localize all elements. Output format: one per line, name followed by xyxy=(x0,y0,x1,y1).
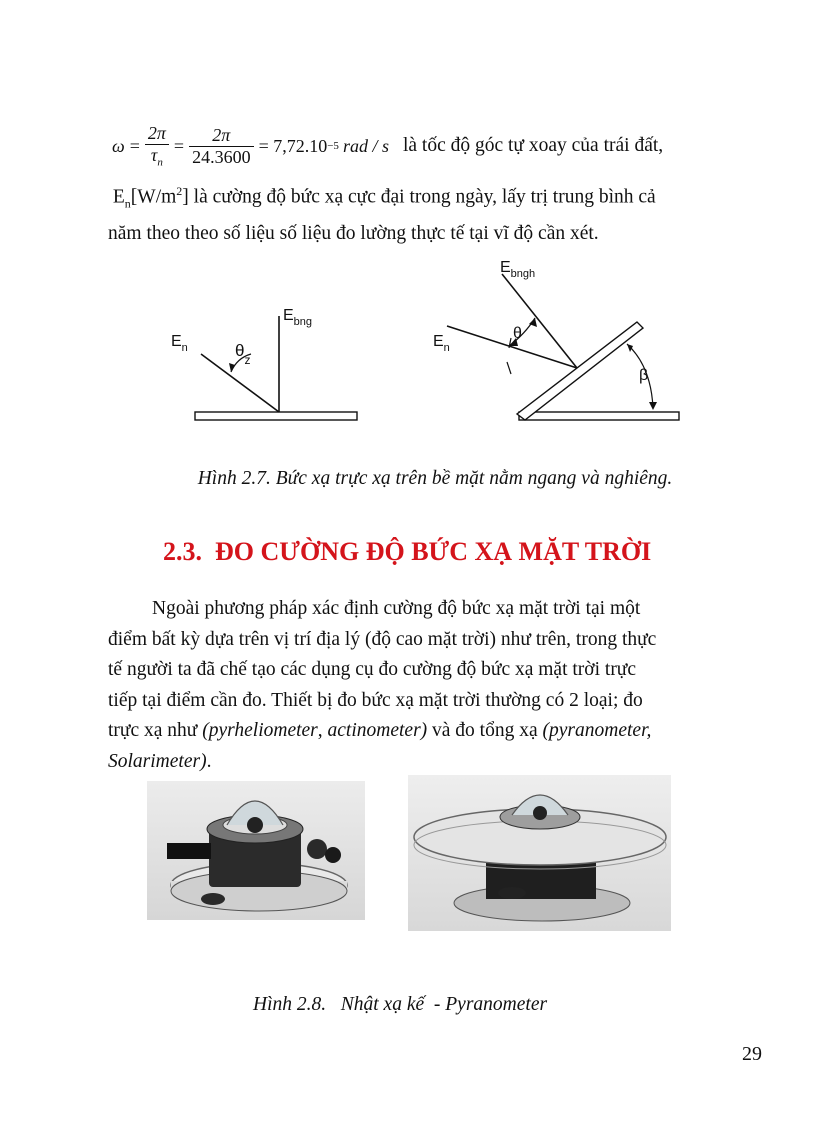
paragraph-line: Ngoài phương pháp xác định cường độ bức xạ mặt trời tại một xyxy=(152,598,641,619)
label-ebngh: $E_{bngh}$ xyxy=(500,259,536,280)
unit: rad / s xyxy=(342,135,389,156)
equals-3: = 7,72.10 xyxy=(258,135,328,156)
paragraph-line: trực xạ như (pyrheliometer, actinometer) và đo tổng xạ (pyranometer, xyxy=(108,720,652,741)
pyranometer-photo-1 xyxy=(147,781,365,920)
fraction-2-numerator: 2π xyxy=(189,125,254,147)
omega-formula xyxy=(112,118,772,174)
paragraph-measurement xyxy=(108,594,766,777)
label-theta-z: $\theta_z$ xyxy=(235,341,251,367)
paragraph-line: năm theo theo số liệu số liệu đo lường thực tế tại vĩ độ cần xét. xyxy=(108,222,599,244)
equals-1: = xyxy=(129,135,140,156)
fraction-1-denominator: $\tau_n$ xyxy=(150,145,163,169)
label-en-right: $E_n$ xyxy=(433,333,450,354)
paragraph-line: Solarimeter). xyxy=(108,750,212,772)
paragraph-line: $E_n[W/m^2]$ là cường độ bức xạ cực đại trong ngày, lấy trị trung bình cả xyxy=(112,184,656,211)
incident-ray-left xyxy=(201,354,279,412)
radiation-diagram xyxy=(145,248,725,448)
label-beta: β xyxy=(639,367,649,384)
pyranometer-photo-2 xyxy=(408,775,671,931)
label-theta: θ xyxy=(513,325,522,342)
paragraph-en-definition xyxy=(108,176,766,249)
page-number: 29 xyxy=(742,1043,762,1065)
tilted-surface xyxy=(517,322,643,420)
fraction-2-denominator: 24.3600 xyxy=(192,146,251,167)
fraction-1-numerator: 2π xyxy=(145,123,169,145)
figure-2-7 xyxy=(145,248,725,448)
figure-2-8-caption: Hình 2.8. Nhật xạ kế - Pyranometer xyxy=(253,994,548,1015)
label-en-left: $E_n$ xyxy=(171,333,188,354)
formula-text: là tốc độ góc tự xoay của trái đất, xyxy=(402,135,664,156)
fraction-2 xyxy=(189,125,254,168)
base-surface xyxy=(519,412,679,420)
exponent: −5 xyxy=(327,140,339,152)
paragraph-line: tiếp tại điểm cần đo. Thiết bị đo bức xạ mặt trời thường có 2 loại; đo xyxy=(108,689,643,711)
incident-ray-right xyxy=(447,326,577,368)
label-ebng: $E_{bng}$ xyxy=(283,307,313,328)
horizontal-surface xyxy=(195,412,357,420)
normal-ray-right xyxy=(502,274,577,368)
section-heading: 2.3. ĐO CƯỜNG ĐỘ BỨC XẠ MẶT TRỜI xyxy=(163,537,652,566)
equals-2: = xyxy=(173,135,185,156)
omega-symbol: ω xyxy=(112,135,125,156)
figure-2-7-caption: Hình 2.7. Bức xạ trực xạ trên bề mặt nằm ngang và nghiêng. xyxy=(197,468,673,489)
paragraph-line: điểm bất kỳ dựa trên vị trí địa lý (độ cao mặt trời) như trên, trong thực xyxy=(108,628,657,650)
paragraph-line: tế người ta đã chế tạo các dụng cụ đo cường độ bức xạ mặt trời trực xyxy=(108,659,637,680)
fraction-1 xyxy=(145,123,169,169)
